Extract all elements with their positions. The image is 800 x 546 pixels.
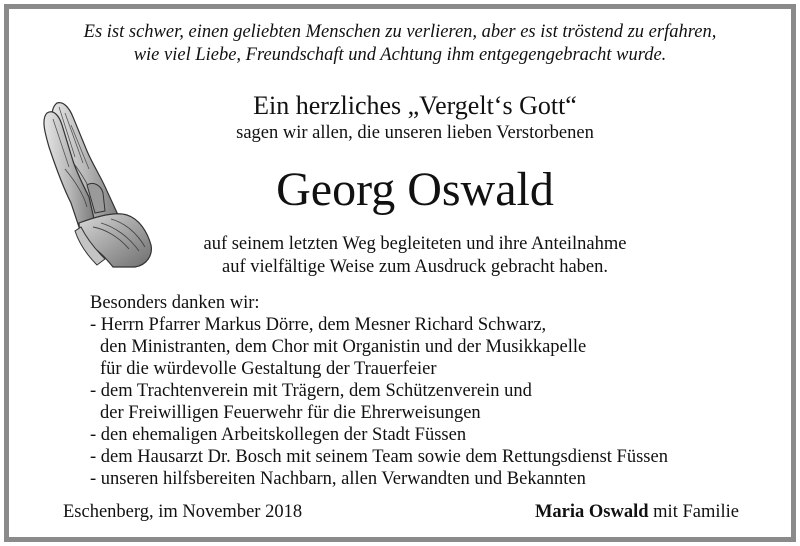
closing-line-1: auf seinem letzten Weg begleiteten und ihre Anteilnahme — [203, 234, 627, 254]
special-thanks-line: - unseren hilfsbereiten Nachbarn, allen Verwandten und Bekannten — [90, 469, 586, 489]
intro-line-1: Es ist schwer, einen geliebten Menschen zu verlieren, aber es ist tröstend zu erfahren, — [83, 22, 717, 42]
special-thanks-line: den Ministranten, dem Chor mit Organistin und der Musikkapelle — [100, 337, 587, 357]
place-date: Eschenberg, im November 2018 — [63, 502, 303, 522]
special-thanks-line: - Herrn Pfarrer Markus Dörre, dem Mesner Richard Schwarz, — [90, 315, 547, 335]
closing-line-2: auf vielfältige Weise zum Ausdruck gebracht haben. — [221, 257, 609, 277]
special-thanks-line: - den ehemaligen Arbeitskollegen der Stadt Füssen — [90, 425, 467, 445]
thanks-heading: Ein herzliches „Vergelt‘s Gott“ — [253, 91, 577, 120]
special-thanks-line: - dem Trachtenverein mit Trägern, dem Schützenverein und — [90, 381, 532, 401]
signer-name: Maria Oswald — [534, 502, 649, 522]
special-thanks-line: der Freiwilligen Feuerwehr für die Ehrerweisungen — [100, 403, 481, 423]
notice-frame — [4, 4, 796, 542]
signature — [535, 501, 739, 523]
special-thanks-heading: Besonders danken wir: — [90, 293, 260, 313]
deceased-name: Georg Oswald — [276, 163, 554, 216]
special-thanks-line: - dem Hausarzt Dr. Bosch mit seinem Team sowie dem Rettungsdienst Füssen — [90, 447, 668, 467]
special-thanks — [90, 292, 770, 490]
closing-text — [9, 233, 791, 279]
signer-suffix: mit Familie — [648, 502, 739, 522]
intro-line-2: wie viel Liebe, Freundschaft und Achtung ihm entgegengebracht wurde. — [133, 45, 667, 65]
special-thanks-line: für die würdevolle Gestaltung der Trauerfeier — [100, 359, 437, 379]
thanks-subline: sagen wir allen, die unseren lieben Verstorbenen — [236, 123, 594, 143]
intro-quote — [9, 21, 791, 67]
